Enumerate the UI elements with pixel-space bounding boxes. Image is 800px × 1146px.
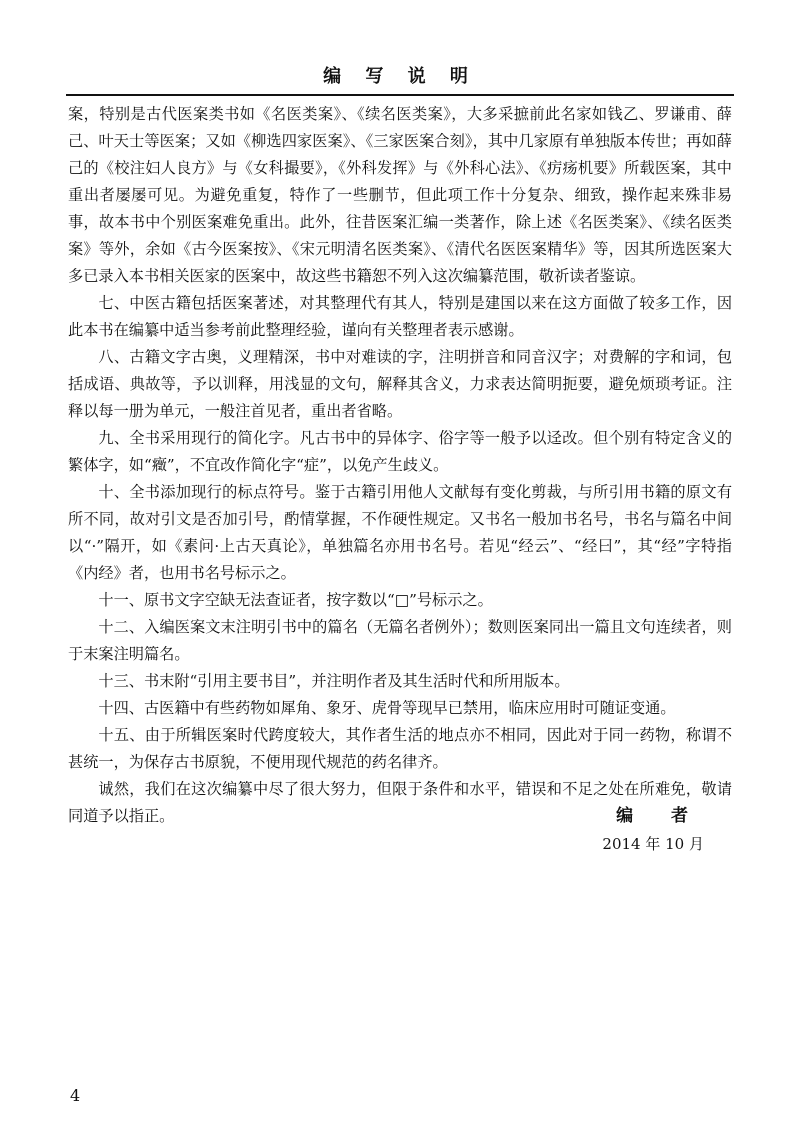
paragraph-item-10: 十、全书添加现行的标点符号。鉴于古籍引用他人文献每有变化剪裁，与所引用书籍的原文有所不同，故对引文是否加引号，酌情掌握，不作硬性规定。又书名一般加书名号，书名与篇名中间以“·”隔开，如《素问·上古天真论》，单独篇名亦用书名号。若见“经云”、“经曰”，其“经”字特指《内经》者，也用书名号标示之。 bbox=[68, 483, 732, 582]
paragraph-item-11: 十一、原书文字空缺无法查证者，按字数以“□”号标示之。 bbox=[98, 591, 493, 609]
paragraph-item-7: 七、中医古籍包括医案著述，对其整理代有其人，特别是建国以来在这方面做了较多工作，因此本书在编纂中适当参考前此整理经验，谨向有关整理者表示感谢。 bbox=[68, 294, 732, 339]
paragraph-continued: 案，特别是古代医案类书如《名医类案》、《续名医类案》，大多采摭前此名家如钱乙、罗谦甫、薛己、叶天士等医案；又如《柳选四家医案》、《三家医案合刻》，其中几家原有单独版本传世；再如薛己的《校注妇人良方》与《女科撮要》，《外科发挥》与《外科心法》、《疠疡机要》所载医案，其中重出者屡屡可见。为避免重复，特作了一些删节，但此项工作十分复杂、细致，操作起来殊非易事，故本书中个别医案难免重出。此外，往昔医案汇编一类著作，除上述《名医类案》、《续名医类案》等外，余如《古今医案按》、《宋元明清名医类案》、《清代名医医案精华》等，因其所选医案大多已录入本书相关医家的医案中，故这些书籍恕不列入这次编纂范围，敬祈读者鉴谅。 bbox=[68, 105, 732, 285]
paragraph-item-15: 十五、由于所辑医案时代跨度较大，其作者生活的地点亦不相同，因此对于同一药物，称谓不甚统一，为保存古书原貌，不便用现代规范的药名律齐。 bbox=[68, 726, 732, 771]
header-rule bbox=[66, 94, 734, 96]
signature-date: 2014 年 10 月 bbox=[602, 835, 704, 853]
body-text bbox=[68, 101, 732, 830]
running-header: 编 写 说 明 bbox=[323, 66, 477, 87]
paragraph-closing: 诚然，我们在这次编纂中尽了很大努力，但限于条件和水平，错误和不足之处在所难免，敬请同道予以指正。 bbox=[68, 780, 732, 825]
paragraph-item-13: 十三、书末附“引用主要书目”，并注明作者及其生活时代和所用版本。 bbox=[98, 672, 570, 690]
paragraph-item-8: 八、古籍文字古奥，义理精深，书中对难读的字，注明拼音和同音汉字；对费解的字和词，包括成语、典故等，予以训释，用浅显的文句，解释其含义，力求表达简明扼要，避免烦琐考证。注释以每一册为单元，一般注首见者，重出者省略。 bbox=[68, 348, 732, 420]
paragraph-item-9: 九、全书采用现行的简化字。凡古书中的异体字、俗字等一般予以迳改。但个别有特定含义的繁体字，如“癥”，不宜改作简化字“症”，以免产生歧义。 bbox=[68, 429, 732, 474]
paragraph-item-12: 十二、入编医案文末注明引书中的篇名（无篇名者例外）；数则医案同出一篇且文句连续者，则于末案注明篇名。 bbox=[68, 618, 732, 663]
page-number: 4 bbox=[70, 1086, 81, 1105]
paragraph-item-14: 十四、古医籍中有些药物如犀角、象牙、虎骨等现早已禁用，临床应用时可随证变通。 bbox=[98, 699, 676, 717]
signature: 编 者 bbox=[616, 806, 704, 826]
